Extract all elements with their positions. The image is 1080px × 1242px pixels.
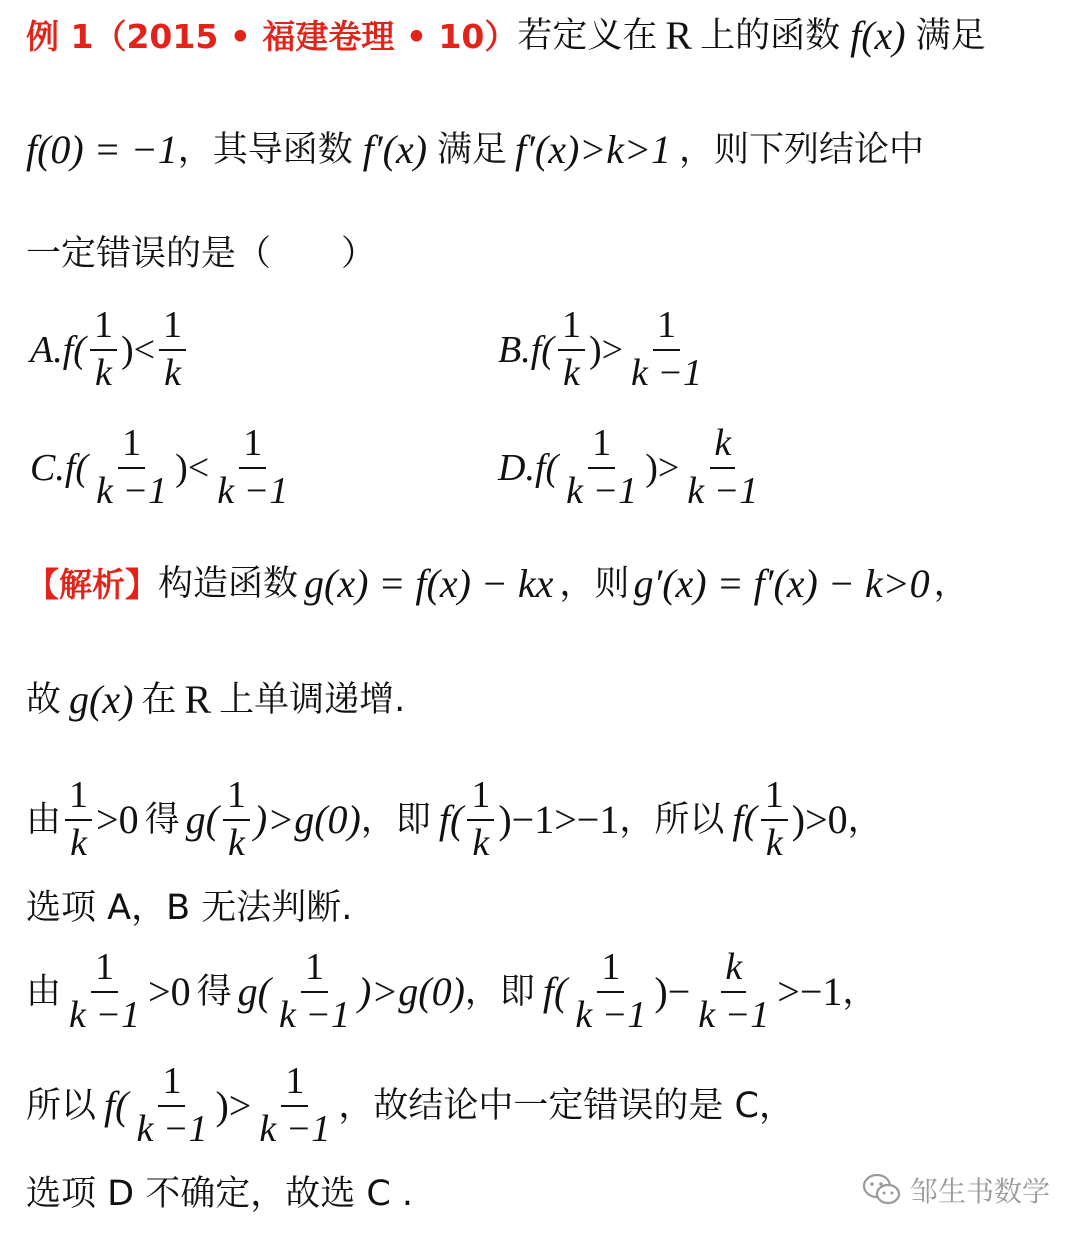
fraction [92, 424, 171, 512]
math-op: )>g(0) [357, 969, 465, 1014]
watermark-text: 邹生书数学 [909, 1175, 1050, 1208]
math-op: )>0 [791, 797, 848, 842]
solution-text: 构造函数 [158, 563, 299, 604]
numerator: 1 [159, 306, 186, 351]
solution-text: 由 [26, 971, 62, 1012]
solution-line-1 [26, 562, 1070, 606]
numerator: 1 [91, 948, 118, 993]
fraction [761, 776, 788, 864]
math-op: )− [654, 969, 691, 1014]
problem-text: ） [341, 233, 377, 274]
denominator: k −1 [69, 994, 141, 1036]
fraction [558, 306, 585, 394]
option-op: )> [588, 328, 624, 371]
numerator: 1 [761, 776, 788, 821]
numerator: 1 [223, 776, 250, 821]
problem-text: 满足 [915, 15, 986, 56]
option-label: D. [498, 446, 535, 489]
fraction [562, 424, 641, 512]
problem-line-3 [26, 232, 1070, 276]
solution-text: ，所以 [619, 799, 725, 840]
watermark [862, 1170, 1050, 1210]
math-op: >0 [96, 797, 139, 842]
solution-text: ，即 [464, 971, 535, 1012]
fraction [159, 306, 186, 394]
denominator: k [227, 822, 245, 864]
fraction [694, 948, 773, 1036]
set-r: R [184, 677, 212, 722]
option-b [498, 306, 710, 394]
solution-text: 故 [26, 679, 62, 720]
option-label: C. [30, 446, 65, 489]
numerator: 1 [90, 306, 117, 351]
math-op: >0 [148, 969, 191, 1014]
solution-text: ，即 [360, 799, 431, 840]
option-f: f( [64, 446, 89, 489]
solution-text: 选项 D 不确定，故选 C . [26, 1173, 414, 1214]
option-d [498, 424, 766, 512]
solution-line-6 [26, 1058, 1070, 1154]
wechat-icon [862, 1173, 902, 1207]
fraction [65, 776, 92, 864]
problem-text: ，其导函数 [177, 129, 353, 170]
denominator: k −1 [566, 469, 638, 512]
denominator: k −1 [687, 469, 759, 512]
solution-text: ，故结论中一定错误的是 C， [338, 1085, 794, 1126]
numerator: 1 [467, 776, 494, 821]
math-f0: f(0) = −1 [26, 127, 178, 172]
math-ineq: f′(x)>k>1 [515, 127, 672, 172]
solution-tag: 【解析】 [26, 564, 158, 604]
numerator: 1 [597, 948, 624, 993]
math-f: f( [542, 969, 568, 1014]
numerator: 1 [239, 424, 266, 469]
fraction [65, 948, 144, 1036]
numerator: 1 [301, 948, 328, 993]
solution-text: 选项 A，B 无法判断. [26, 887, 353, 928]
option-op: )< [175, 446, 210, 489]
solution-text: 在 [141, 679, 177, 720]
math-f: f( [104, 1083, 129, 1128]
math-gx-def: g(x) = f(x) − kx [304, 561, 554, 606]
example-tag: 例 1（2015 • 福建卷理 • 10） [26, 16, 518, 56]
fraction [132, 1062, 211, 1150]
option-f: f( [530, 328, 554, 371]
denominator: k [95, 351, 112, 394]
numerator: k [721, 948, 746, 993]
denominator: k −1 [259, 1108, 331, 1150]
fraction [223, 776, 250, 864]
fraction [571, 948, 650, 1036]
option-f: f( [534, 446, 559, 489]
fraction [275, 948, 354, 1036]
math-g: g( [185, 797, 219, 842]
solution-text: 得 [196, 971, 232, 1012]
solution-text: 所以 [26, 1085, 97, 1126]
denominator: k [563, 351, 580, 394]
solution-text: 上单调递增. [219, 679, 406, 720]
numerator: k [710, 424, 735, 469]
numerator: 1 [281, 1062, 308, 1107]
math-fpx: f′(x) [362, 127, 428, 172]
problem-text: 上的函数 [700, 15, 841, 56]
problem-text: 若定义在 [517, 15, 658, 56]
denominator: k [164, 351, 181, 394]
math-fx: f(x) [850, 13, 906, 58]
fraction [255, 1062, 334, 1150]
math-op: )>g(0) [253, 797, 361, 842]
solution-line-5 [26, 944, 1070, 1040]
numerator: 1 [118, 424, 145, 469]
math-gpx: g′(x) = f′(x) − k>0 [633, 561, 930, 606]
solution-text: ， [842, 971, 878, 1012]
solution-text: ， [933, 563, 969, 604]
problem-text: 一定错误的是（ [26, 233, 272, 274]
denominator: k [472, 822, 490, 864]
set-r: R [665, 13, 693, 58]
solution-text: 由 [26, 799, 62, 840]
denominator: k −1 [631, 351, 703, 394]
math-f: f( [732, 797, 757, 842]
denominator: k [70, 822, 87, 864]
numerator: 1 [65, 776, 92, 821]
numerator: 1 [558, 306, 585, 351]
denominator: k −1 [278, 994, 350, 1036]
option-a [30, 306, 190, 394]
fraction [683, 424, 762, 512]
problem-text: ，则下列结论中 [679, 129, 925, 170]
solution-line-3 [26, 772, 1070, 868]
solution-text: ， [847, 799, 883, 840]
math-op: >−1 [777, 969, 843, 1014]
math-f: f( [438, 797, 464, 842]
fraction [213, 424, 292, 512]
denominator: k −1 [136, 1108, 208, 1150]
problem-text: 满足 [437, 129, 508, 170]
solution-line-2 [26, 678, 1070, 722]
math-gx: g(x) [69, 677, 134, 722]
problem-line-2 [26, 128, 1070, 172]
math-g: g( [237, 969, 271, 1014]
numerator: 1 [588, 424, 615, 469]
solution-line-4 [26, 886, 1070, 930]
denominator: k −1 [575, 994, 647, 1036]
denominator: k −1 [698, 994, 770, 1036]
fraction [90, 306, 117, 394]
denominator: k −1 [96, 469, 168, 512]
solution-text: 得 [144, 799, 180, 840]
math-op: )> [215, 1083, 252, 1128]
option-op: )> [645, 446, 680, 489]
numerator: 1 [158, 1062, 185, 1107]
option-op: )< [120, 328, 156, 371]
problem-line-1 [26, 14, 1070, 58]
option-f: f( [62, 328, 86, 371]
numerator: 1 [653, 306, 680, 351]
fraction [467, 776, 494, 864]
fraction [627, 306, 706, 394]
option-label: A. [30, 328, 63, 371]
solution-text: ，则 [559, 563, 630, 604]
math-op: )−1>−1 [498, 797, 620, 842]
option-label: B. [498, 328, 531, 371]
denominator: k [765, 822, 783, 864]
denominator: k −1 [217, 469, 289, 512]
option-c [30, 424, 296, 512]
